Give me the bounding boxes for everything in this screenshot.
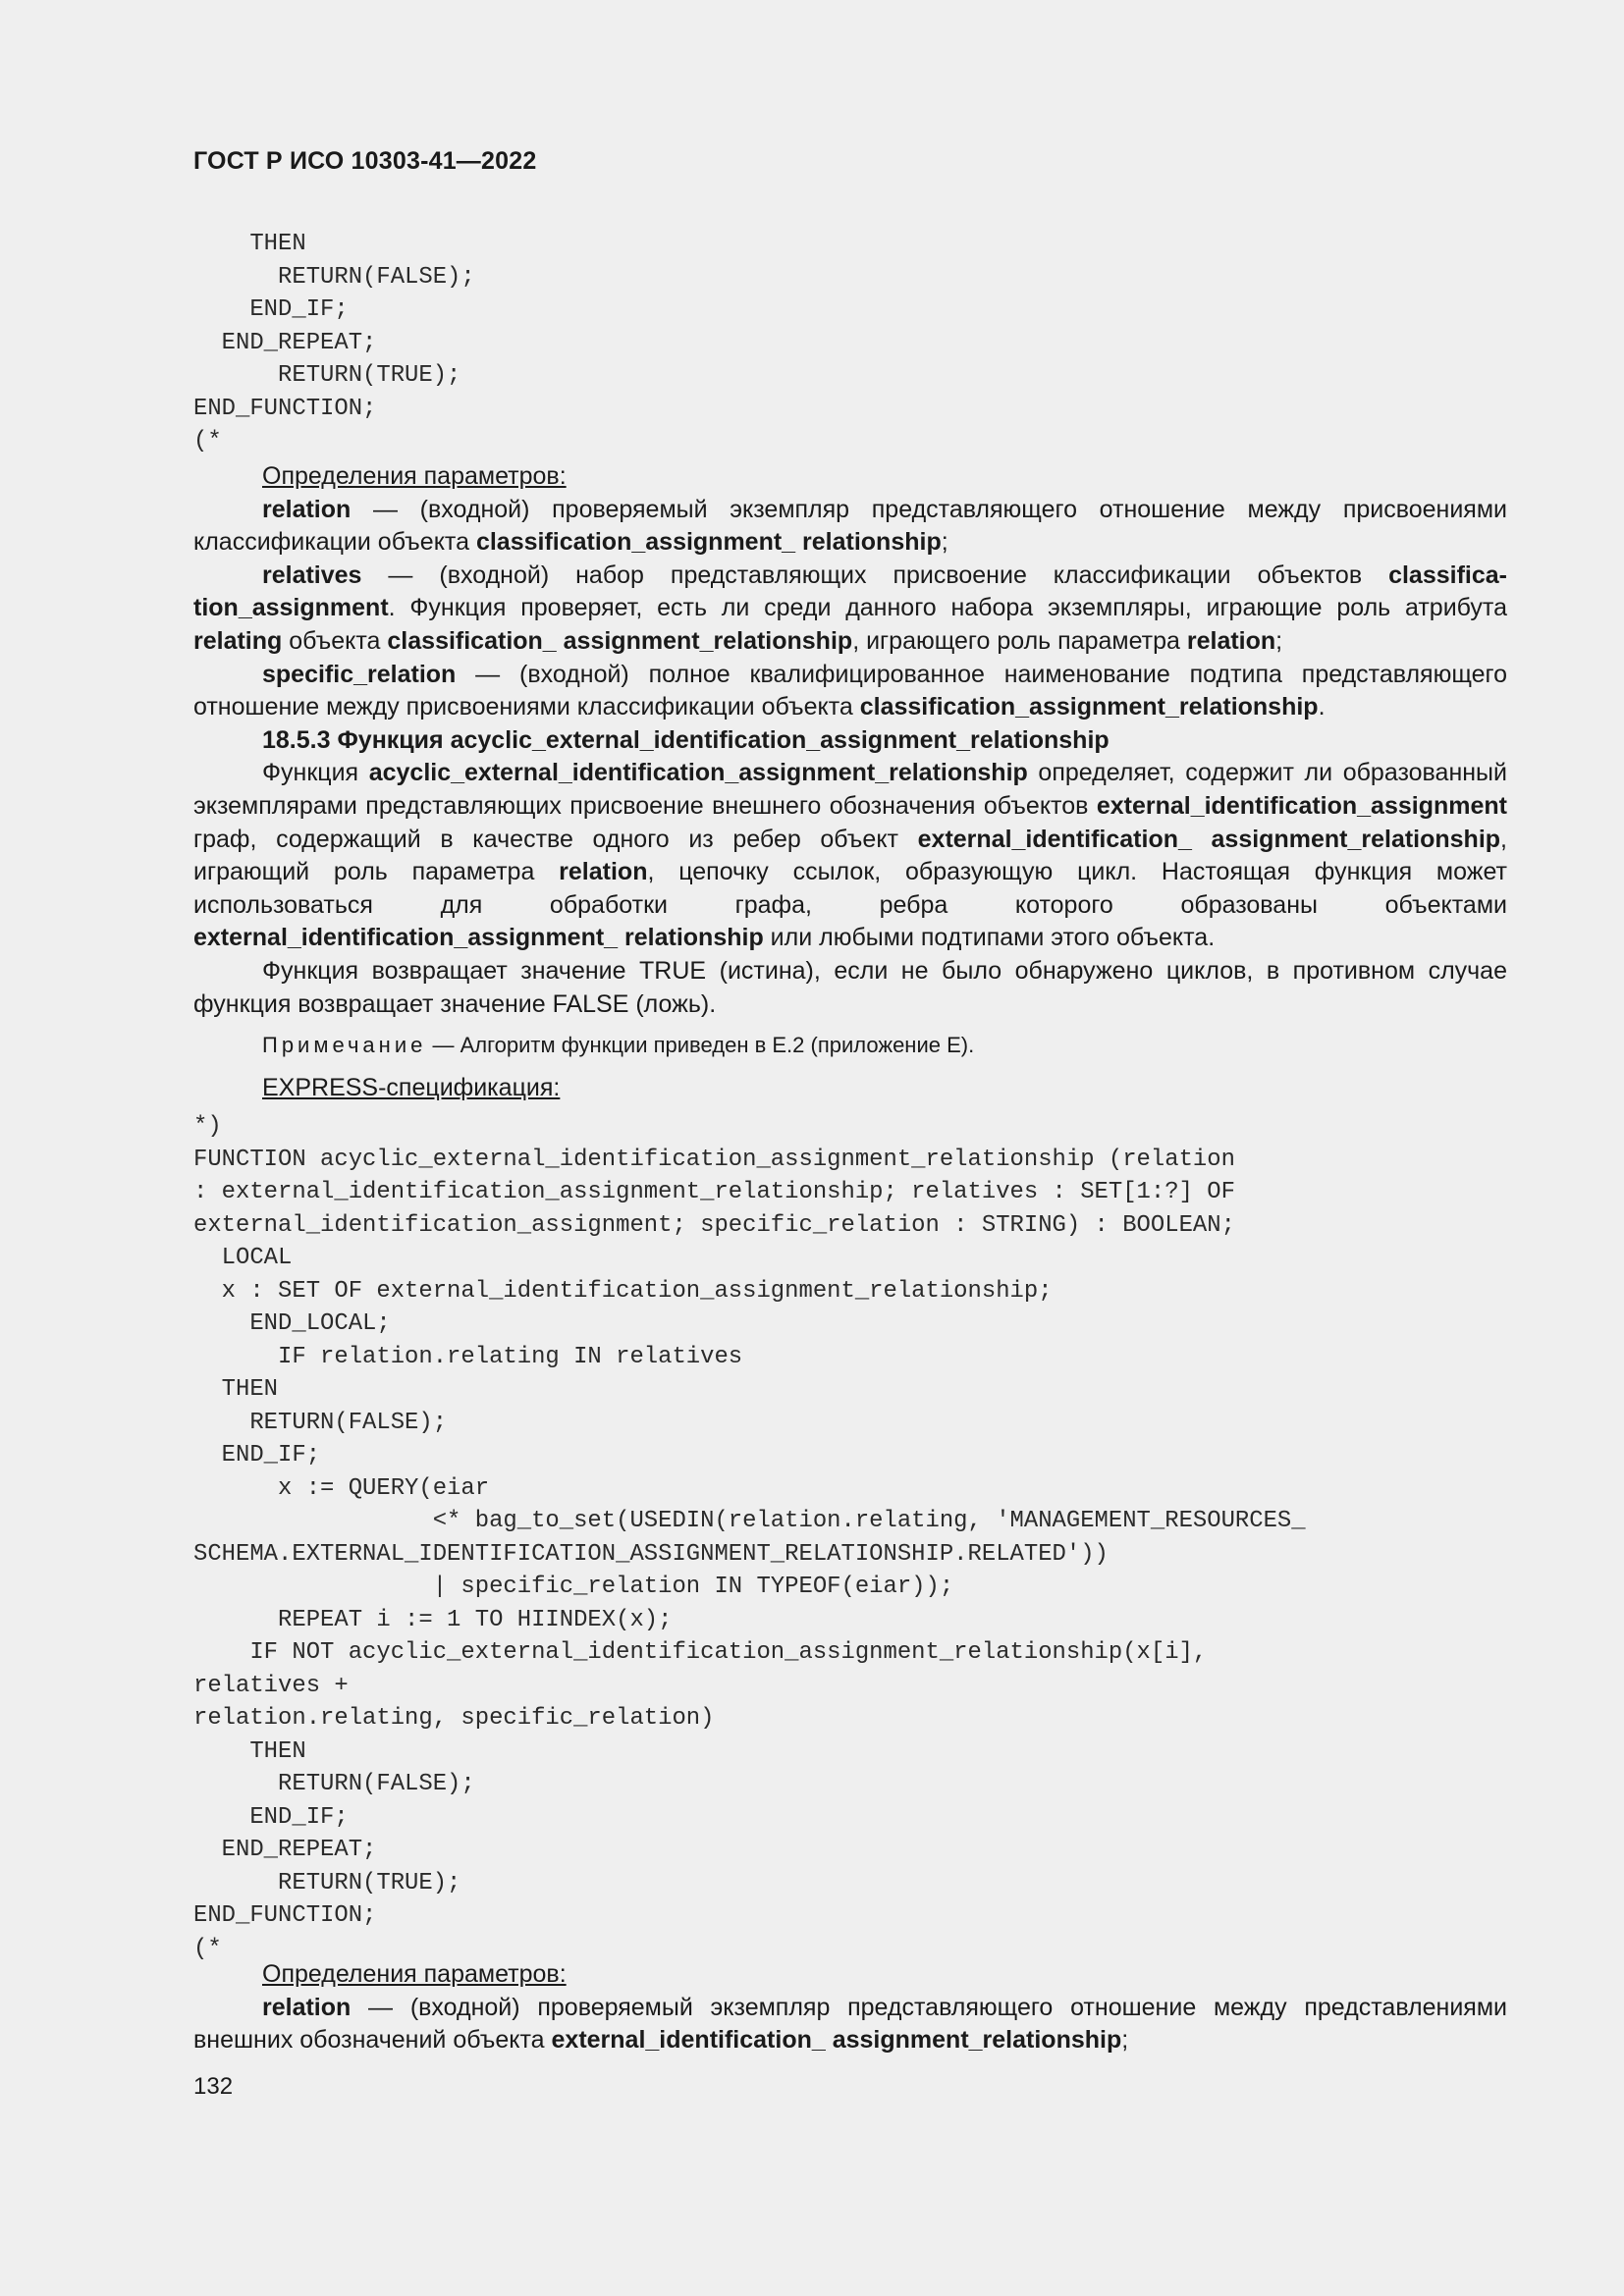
param-relation: relation — (входной) проверяемый экземпляр представляющего отношение между присвоениями классификации объекта classification_assignment_ relationship; [193,495,1507,557]
section-paragraph-2: Функция возвращает значение TRUE (истина), если не было обнаружено циклов, в противном случае функция возвращает значение FALSE (ложь). [193,956,1507,1018]
code-line: END_FUNCTION; [193,395,377,422]
parameter-definitions-1 [193,460,1507,1105]
code-line: LOCAL [193,1245,293,1271]
code-line: (* [193,428,222,454]
code-line: RETURN(FALSE); [193,1409,448,1436]
note-text: — Алгоритм функции приведен в Е.2 (приложение Е). [426,1033,975,1058]
code-line: THEN [193,231,306,257]
definitions-heading: Определения параметров: [262,462,567,490]
code-line: FUNCTION acyclic_external_identification_assignment_relationship (relation [193,1146,1235,1173]
code-line: SCHEMA.EXTERNAL_IDENTIFICATION_ASSIGNMENT_RELATIONSHIP.RELATED')) [193,1540,1109,1568]
code-line: END_REPEAT; [193,329,377,356]
definitions-heading: Определения параметров: [262,1960,567,1988]
code-line: relatives + [193,1672,349,1699]
param-relation: relation — (входной) проверяемый экземпляр представляющего отношение между представлениями внешних обозначений объекта external_identification_ assignment_relationship; [193,1993,1507,2055]
code-line: REPEAT i := 1 TO HIINDEX(x); [193,1606,673,1633]
code-line: RETURN(FALSE); [193,263,475,291]
code-line: (* [193,1935,222,1962]
code-line: x := QUERY(eiar [193,1474,490,1502]
code-line: END_IF; [193,296,349,323]
code-block-express-function [193,1110,1509,1965]
page-number: 132 [193,2073,234,2100]
code-line: : external_identification_assignment_relationship; relatives : SET[1:?] OF [193,1179,1235,1205]
code-line: THEN [193,1376,279,1403]
code-line: END_IF; [193,1442,321,1468]
document-header: ГОСТ Р ИСО 10303-41—2022 [193,147,537,175]
note-label: Примечание [262,1033,427,1058]
code-block-end-of-previous-function [193,228,1509,458]
section-heading: 18.5.3 Функция acyclic_external_identification_assignment_relationship [262,725,1110,754]
code-line: THEN [193,1737,306,1765]
code-line: IF relation.relating IN relatives [193,1343,743,1370]
note [193,1031,1507,1060]
code-line: external_identification_assignment; specific_relation : STRING) : BOOLEAN; [193,1211,1235,1239]
code-line: RETURN(TRUE); [193,362,461,389]
code-line: END_LOCAL; [193,1310,391,1337]
express-spec-heading: EXPRESS-спецификация: [262,1074,561,1102]
section-paragraph-1: Функция acyclic_external_identification_assignment_relationship определяет, содержит ли образованный экземплярами представляющих присвоение внешнего обозначения объектов external_identification_assignment граф, содержащий в качестве одного из ребер объект external_identification_ assignment_relationship, играющий роль параметра relation, цепочку ссылок, образующую цикл. Настоящая функция может использоваться для обработки графа, ребра которого образованы объектами external_identification_assignment_ relationship или любыми подтипами этого объекта. [193,759,1507,952]
code-line: <* bag_to_set(USEDIN(relation.relating, 'MANAGEMENT_RESOURCES_ [193,1508,1306,1534]
param-relatives: relatives — (входной) набор представляющих присвоение классификации объектов classification_assignment. Функция проверяет, есть ли среди данного набора экземпляры, играющие роль атрибута relating объекта classification_ assignment_relationship, играющего роль параметра relation; [193,561,1507,655]
code-line: IF NOT acyclic_external_identification_assignment_relationship(x[i], [193,1639,1208,1666]
code-line: END_REPEAT; [193,1837,377,1863]
parameter-definitions-2 [193,1958,1507,2057]
code-line: | specific_relation IN TYPEOF(eiar)); [193,1574,954,1600]
code-line: relation.relating, specific_relation) [193,1705,715,1732]
code-line: END_IF; [193,1803,349,1831]
code-line: x : SET OF external_identification_assignment_relationship; [193,1277,1053,1305]
code-line: RETURN(FALSE); [193,1771,475,1797]
code-line: END_FUNCTION; [193,1902,377,1929]
param-specific-relation: specific_relation — (входной) полное квалифицированное наименование подтипа представляющего отношение между присвоениями классификации объекта classification_assignment_relationship. [193,660,1507,721]
code-line: RETURN(TRUE); [193,1869,461,1896]
code-line: *) [193,1113,222,1140]
